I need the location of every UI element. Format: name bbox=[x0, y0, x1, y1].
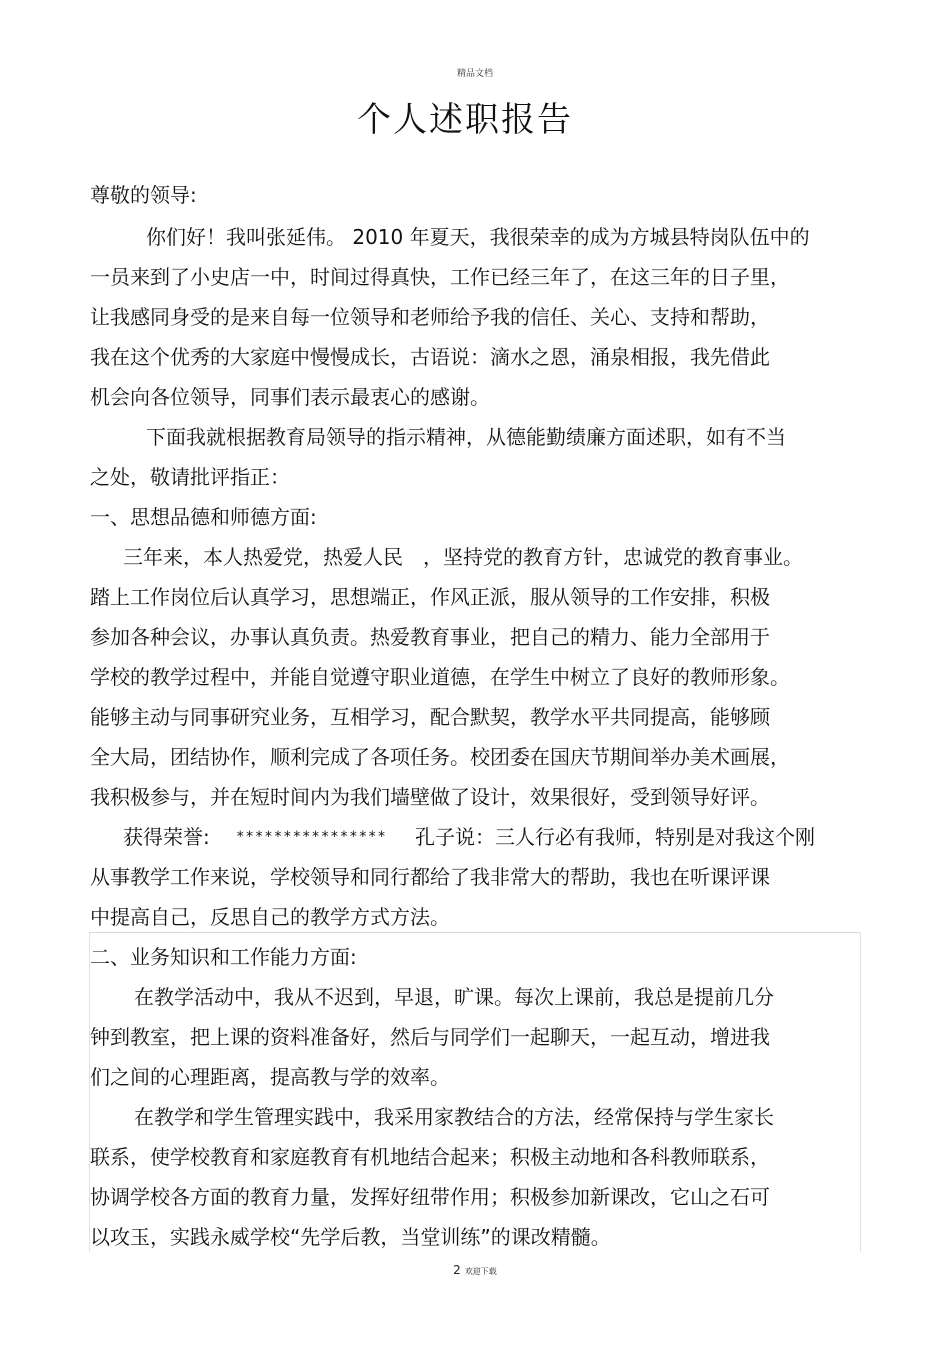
header-note: 精品文档 bbox=[456, 69, 493, 79]
body-line: 参加各种会议，办事认真负责。热爱教育事业，把自己的精力、能力全部用于 bbox=[90, 625, 770, 649]
body-line: 钟到教室，把上课的资料准备好，然后与同学们一起聊天，一起互动，增进我 bbox=[90, 1025, 770, 1049]
honor-text: 孔子说：三人行必有我师，特别是对我这个刚 bbox=[415, 825, 815, 849]
page-number: 2 bbox=[453, 1263, 461, 1277]
body-line: 我积极参与，并在短时间内为我们墙壁做了设计，效果很好，受到领导好评。 bbox=[90, 785, 770, 809]
section-heading-2: 二、业务知识和工作能力方面: bbox=[90, 945, 357, 969]
body-line: 一员来到了小史店一中，时间过得真快，工作已经三年了，在这三年的日子里， bbox=[90, 265, 790, 289]
section-heading-1: 一、思想品德和师德方面: bbox=[90, 505, 317, 529]
body-line: 三年来，本人热爱党，热爱人民 ，坚持党的教育方针，忠诚党的教育事业。 bbox=[123, 545, 803, 569]
body-line: 联系，使学校教育和家庭教育有机地结合起来；积极主动地和各科教师联系， bbox=[90, 1145, 770, 1169]
footer-note: 欢迎下载 bbox=[464, 1267, 497, 1276]
salutation: 尊敬的领导: bbox=[90, 183, 197, 207]
body-line: 让我感同身受的是来自每一位领导和老师给予我的信任、关心、支持和帮助， bbox=[90, 305, 770, 329]
frame-top-line bbox=[89, 932, 861, 933]
body-line: 中提高自己，反思自己的教学方式方法。 bbox=[90, 905, 450, 929]
body-line: 你们好！我叫张延伟。 2010 年夏天，我很荣幸的成为方城县特岗队伍中的 bbox=[146, 225, 810, 249]
body-line: 从事教学工作来说，学校领导和同行都给了我非常大的帮助，我也在听课评课 bbox=[90, 865, 770, 889]
body-line: 之处，敬请批评指正： bbox=[90, 465, 290, 489]
body-line: 全大局，团结协作，顺利完成了各项任务。校团委在国庆节期间举办美术画展， bbox=[90, 745, 790, 769]
body-line: 下面我就根据教育局领导的指示精神，从德能勤绩廉方面述职，如有不当 bbox=[146, 425, 786, 449]
body-line: 学校的教学过程中，并能自觉遵守职业道德，在学生中树立了良好的教师形象。 bbox=[90, 665, 790, 689]
body-line: 在教学活动中，我从不迟到，早退，旷课。每次上课前，我总是提前几分 bbox=[134, 985, 774, 1009]
body-line: 们之间的心理距离，提高教与学的效率。 bbox=[90, 1065, 450, 1089]
frame-right-line bbox=[860, 932, 861, 1252]
page-footer bbox=[0, 1259, 950, 1278]
body-line: 踏上工作岗位后认真学习，思想端正，作风正派，服从领导的工作安排，积极 bbox=[90, 585, 770, 609]
document-title: 个人述职报告 bbox=[357, 100, 573, 140]
body-line: 协调学校各方面的教育力量，发挥好纽带作用；积极参加新课改，它山之石可 bbox=[90, 1185, 770, 1209]
body-line: 我在这个优秀的大家庭中慢慢成长，古语说：滴水之恩，涌泉相报，我先借此 bbox=[90, 345, 770, 369]
body-line: 能够主动与同事研究业务，互相学习，配合默契，教学水平共同提高，能够顾 bbox=[90, 705, 770, 729]
body-line: 以攻玉，实践永威学校“先学后教，当堂训练”的课改精髓。 bbox=[90, 1225, 611, 1249]
honor-stars: **************** bbox=[236, 829, 387, 845]
body-line: 机会向各位领导，同事们表示最衷心的感谢。 bbox=[90, 385, 490, 409]
honor-label: 获得荣誉: bbox=[123, 825, 210, 849]
body-line: 在教学和学生管理实践中，我采用家教结合的方法，经常保持与学生家长 bbox=[134, 1105, 774, 1129]
